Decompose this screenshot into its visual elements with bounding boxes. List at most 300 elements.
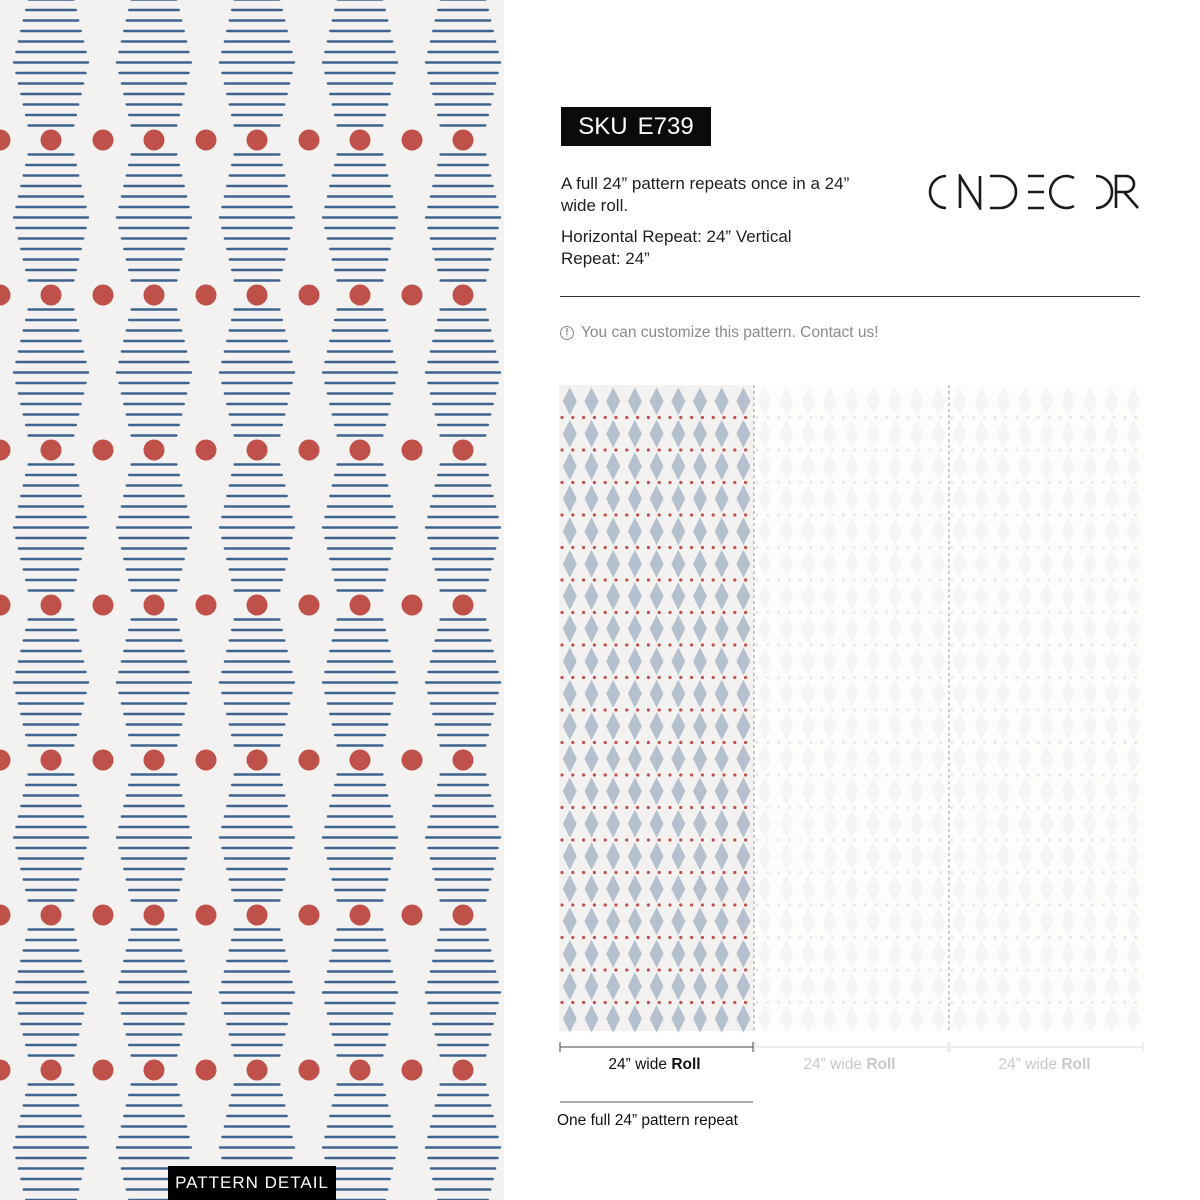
roll-dot	[788, 968, 791, 971]
roll-dot	[799, 741, 802, 744]
roll-dot	[593, 416, 596, 419]
roll-dot	[755, 481, 758, 484]
pattern-dot	[93, 1060, 114, 1081]
customize-notice[interactable]	[560, 324, 879, 342]
roll-dot	[842, 708, 845, 711]
roll-dot	[722, 546, 725, 549]
roll-dot	[636, 578, 639, 581]
roll-dot	[928, 513, 931, 516]
roll-dot	[1080, 903, 1083, 906]
roll-dot	[766, 643, 769, 646]
roll-dot	[1026, 838, 1029, 841]
roll-dot	[1091, 513, 1094, 516]
roll-dot	[1069, 806, 1072, 809]
roll-dot	[766, 806, 769, 809]
roll-dot	[972, 708, 975, 711]
roll-dot	[722, 643, 725, 646]
roll-dot	[668, 773, 671, 776]
roll-dot	[733, 546, 736, 549]
roll-dot	[809, 741, 812, 744]
roll-dot	[777, 676, 780, 679]
roll-dot	[604, 611, 607, 614]
roll-dot	[842, 546, 845, 549]
roll-dot	[582, 741, 585, 744]
roll-dot	[874, 676, 877, 679]
roll-dot	[1058, 546, 1061, 549]
roll-dot	[582, 838, 585, 841]
roll-dot	[1015, 741, 1018, 744]
roll-dot	[961, 871, 964, 874]
roll-dot	[1091, 968, 1094, 971]
roll-dot	[1134, 968, 1137, 971]
roll-dot	[972, 741, 975, 744]
roll-dot	[712, 513, 715, 516]
roll-dot	[961, 513, 964, 516]
roll-dot	[1080, 1001, 1083, 1004]
roll-dot	[874, 513, 877, 516]
roll-dot	[831, 448, 834, 451]
roll-dot	[799, 838, 802, 841]
roll-dot	[961, 903, 964, 906]
roll-dot	[907, 773, 910, 776]
roll-dot	[571, 416, 574, 419]
roll-dot	[1134, 1001, 1137, 1004]
roll-dot	[636, 903, 639, 906]
roll-dot	[863, 611, 866, 614]
roll-dot	[917, 936, 920, 939]
roll-dot	[809, 936, 812, 939]
roll-dot	[701, 416, 704, 419]
roll-dot	[1123, 773, 1126, 776]
roll-dot	[950, 643, 953, 646]
roll-dot	[1123, 643, 1126, 646]
roll-dot	[994, 806, 997, 809]
pattern-dot	[402, 750, 423, 771]
roll-dot	[1123, 513, 1126, 516]
roll-dot	[950, 481, 953, 484]
pattern-dot	[0, 440, 11, 461]
roll-dot	[1058, 806, 1061, 809]
roll-dot	[853, 448, 856, 451]
roll-dot	[885, 546, 888, 549]
roll-dot	[777, 513, 780, 516]
roll-dot	[972, 936, 975, 939]
roll-dot	[777, 936, 780, 939]
roll-dot	[636, 773, 639, 776]
roll-dot	[928, 773, 931, 776]
roll-dot	[744, 546, 747, 549]
roll-dot	[647, 448, 650, 451]
roll-dot	[863, 838, 866, 841]
roll-dot	[777, 773, 780, 776]
roll-dot	[907, 513, 910, 516]
roll-dot	[1015, 578, 1018, 581]
roll-dot	[1048, 676, 1051, 679]
roll-dot	[961, 481, 964, 484]
roll-dot	[842, 936, 845, 939]
roll-dot	[1091, 643, 1094, 646]
roll-dot	[1102, 676, 1105, 679]
roll-dot	[1004, 676, 1007, 679]
roll-dot	[755, 708, 758, 711]
section-divider	[560, 296, 1140, 297]
pattern-dot	[144, 285, 165, 306]
roll-dot	[972, 546, 975, 549]
roll-dot	[853, 708, 856, 711]
roll-dot	[636, 481, 639, 484]
roll-dot	[1080, 806, 1083, 809]
roll-dot	[928, 481, 931, 484]
roll-dot	[907, 871, 910, 874]
roll-dot	[939, 416, 942, 419]
roll-dot	[1134, 741, 1137, 744]
roll-dot	[733, 611, 736, 614]
sku-badge	[561, 107, 711, 146]
roll-dot	[701, 708, 704, 711]
roll-dot	[853, 838, 856, 841]
roll-dot	[1058, 643, 1061, 646]
roll-dot	[744, 773, 747, 776]
roll-dot	[983, 773, 986, 776]
repeat-dimensions: Horizontal Repeat: 24” Vertical Repeat: 24”	[561, 227, 792, 268]
pattern-dot	[247, 750, 268, 771]
roll-dot	[1037, 448, 1040, 451]
roll-dot	[1026, 611, 1029, 614]
roll-dot	[1080, 676, 1083, 679]
roll-dot	[593, 903, 596, 906]
roll-dot	[1058, 903, 1061, 906]
roll-dot	[777, 741, 780, 744]
roll-dot	[1004, 806, 1007, 809]
roll-dot	[604, 578, 607, 581]
roll-dot	[1015, 903, 1018, 906]
roll-dot	[560, 773, 563, 776]
roll-dot	[1123, 936, 1126, 939]
pattern-dot	[196, 440, 217, 461]
roll-dot	[842, 1001, 845, 1004]
roll-dot	[1091, 481, 1094, 484]
roll-dot	[571, 968, 574, 971]
roll-dot	[1004, 838, 1007, 841]
roll-dot	[647, 741, 650, 744]
roll-dot	[766, 611, 769, 614]
pattern-dot	[402, 285, 423, 306]
roll-dot	[1112, 871, 1115, 874]
roll-dot	[896, 708, 899, 711]
roll-dot	[1069, 611, 1072, 614]
roll-dot	[983, 416, 986, 419]
roll-dot	[701, 676, 704, 679]
roll-dot	[722, 903, 725, 906]
roll-dot	[604, 546, 607, 549]
roll-dot	[809, 1001, 812, 1004]
roll-dot	[939, 481, 942, 484]
roll-dot	[1123, 578, 1126, 581]
roll-dot	[668, 741, 671, 744]
roll-dot	[1037, 643, 1040, 646]
roll-dot	[961, 611, 964, 614]
roll-dot	[1134, 773, 1137, 776]
roll-dot	[1037, 936, 1040, 939]
roll-dot	[712, 643, 715, 646]
roll-dot	[885, 611, 888, 614]
roll-dot	[874, 708, 877, 711]
roll-dot	[820, 936, 823, 939]
roll-dot	[593, 481, 596, 484]
roll-dot	[1037, 546, 1040, 549]
roll-dot	[1080, 416, 1083, 419]
roll-dot	[777, 546, 780, 549]
roll-dot	[917, 611, 920, 614]
roll-dot	[614, 806, 617, 809]
roll-dot	[1037, 708, 1040, 711]
roll-dot	[820, 903, 823, 906]
roll-dot	[928, 676, 931, 679]
roll-dot	[712, 448, 715, 451]
roll-dot	[560, 936, 563, 939]
roll-dot	[733, 903, 736, 906]
roll-dot	[744, 611, 747, 614]
roll-dot	[1091, 546, 1094, 549]
roll-dot	[679, 448, 682, 451]
roll-dot	[939, 1001, 942, 1004]
pattern-dot	[41, 285, 62, 306]
roll-dot	[679, 513, 682, 516]
roll-dot	[874, 546, 877, 549]
roll-dot	[755, 448, 758, 451]
pattern-dot	[402, 130, 423, 151]
roll-dot	[1102, 903, 1105, 906]
roll-dot	[712, 871, 715, 874]
roll-dot	[1102, 741, 1105, 744]
roll-dot	[831, 936, 834, 939]
roll-dot	[820, 838, 823, 841]
roll-dot	[896, 936, 899, 939]
roll-dot	[647, 936, 650, 939]
roll-dot	[939, 546, 942, 549]
roll-dot	[647, 968, 650, 971]
roll-dot	[809, 513, 812, 516]
roll-dot	[712, 676, 715, 679]
roll-dot	[744, 578, 747, 581]
roll-dot	[1112, 578, 1115, 581]
roll-dot	[604, 936, 607, 939]
roll-dot	[983, 936, 986, 939]
roll-dot	[1091, 903, 1094, 906]
roll-dot	[788, 838, 791, 841]
roll-dot	[896, 773, 899, 776]
roll-dot	[1058, 513, 1061, 516]
roll-dot	[755, 903, 758, 906]
roll-dot	[582, 546, 585, 549]
roll-dot	[1026, 513, 1029, 516]
roll-dot	[701, 968, 704, 971]
roll-dot	[712, 416, 715, 419]
roll-dot	[1091, 708, 1094, 711]
roll-dot	[994, 838, 997, 841]
roll-dot	[917, 741, 920, 744]
roll-dot	[604, 806, 607, 809]
roll-dot	[874, 871, 877, 874]
roll-dot	[831, 838, 834, 841]
roll-dot	[1123, 448, 1126, 451]
roll-dot	[744, 513, 747, 516]
roll-dot	[766, 871, 769, 874]
roll-dot	[701, 578, 704, 581]
roll-dot	[961, 546, 964, 549]
roll-dot	[874, 611, 877, 614]
roll-dot	[1112, 611, 1115, 614]
roll-dot	[950, 741, 953, 744]
roll-dot	[636, 546, 639, 549]
roll-dot	[885, 1001, 888, 1004]
roll-dot	[1123, 903, 1126, 906]
roll-dot	[658, 578, 661, 581]
roll-dot	[722, 741, 725, 744]
roll-dot	[799, 773, 802, 776]
roll-dot	[1112, 643, 1115, 646]
roll-dot	[994, 481, 997, 484]
roll-dot	[896, 1001, 899, 1004]
roll-dot	[744, 838, 747, 841]
roll-dot	[885, 578, 888, 581]
roll-dot	[1069, 708, 1072, 711]
roll-dot	[1123, 741, 1126, 744]
roll-dot	[1080, 448, 1083, 451]
roll-dot	[658, 806, 661, 809]
roll-dot	[1091, 806, 1094, 809]
pattern-dot	[196, 595, 217, 616]
roll-dot	[896, 838, 899, 841]
roll-dot	[658, 481, 661, 484]
roll-dot	[1004, 1001, 1007, 1004]
pattern-repeat-label: One full 24” pattern repeat	[557, 1112, 738, 1129]
roll-dot	[636, 968, 639, 971]
roll-caption-1: 24” wide Roll	[608, 1056, 701, 1073]
roll-dot	[679, 643, 682, 646]
roll-dot	[799, 513, 802, 516]
roll-dot	[679, 871, 682, 874]
roll-dot	[604, 773, 607, 776]
roll-dot	[961, 968, 964, 971]
roll-dot	[690, 838, 693, 841]
roll-dot	[1123, 968, 1126, 971]
roll-dot	[788, 806, 791, 809]
roll-dot	[625, 838, 628, 841]
pattern-dot	[0, 1060, 11, 1081]
roll-dot	[799, 1001, 802, 1004]
roll-dot	[1015, 871, 1018, 874]
roll-dot	[885, 741, 888, 744]
roll-dot	[593, 838, 596, 841]
roll-dot	[950, 611, 953, 614]
roll-dot	[777, 611, 780, 614]
roll-dot	[928, 546, 931, 549]
roll-dot	[863, 871, 866, 874]
pattern-dot	[41, 130, 62, 151]
roll-dot	[604, 676, 607, 679]
roll-dot	[593, 806, 596, 809]
roll-dot	[994, 968, 997, 971]
roll-dot	[1015, 968, 1018, 971]
roll-dot	[961, 936, 964, 939]
roll-dot	[722, 416, 725, 419]
roll-dot	[907, 578, 910, 581]
roll-dot	[1102, 1001, 1105, 1004]
roll-dot	[874, 741, 877, 744]
roll-dot	[1069, 968, 1072, 971]
roll-dot	[863, 481, 866, 484]
roll-dot	[863, 773, 866, 776]
roll-dot	[625, 611, 628, 614]
pattern-dot	[402, 905, 423, 926]
roll-dot	[917, 773, 920, 776]
roll-dot	[994, 643, 997, 646]
roll-dot	[1004, 936, 1007, 939]
pattern-dot	[41, 1060, 62, 1081]
pattern-dot	[350, 285, 371, 306]
roll-dot	[1004, 513, 1007, 516]
roll-dot	[668, 708, 671, 711]
roll-dot	[690, 871, 693, 874]
roll-dot	[831, 968, 834, 971]
roll-dot	[863, 1001, 866, 1004]
roll-dot	[928, 578, 931, 581]
roll-dot	[701, 481, 704, 484]
roll-dot	[972, 806, 975, 809]
pattern-dot	[93, 905, 114, 926]
roll-dot	[777, 578, 780, 581]
roll-dot	[1015, 416, 1018, 419]
roll-dot	[809, 578, 812, 581]
roll-dot	[1080, 513, 1083, 516]
roll-dot	[722, 838, 725, 841]
roll-dot	[907, 936, 910, 939]
roll-dot	[1058, 838, 1061, 841]
pattern-repeat-description: A full 24” pattern repeats once in a 24” wide roll.	[561, 174, 850, 215]
roll-dot	[690, 806, 693, 809]
roll-dot	[907, 838, 910, 841]
pattern-dot	[196, 130, 217, 151]
roll-dot	[863, 903, 866, 906]
roll-dot	[809, 871, 812, 874]
pattern-dot	[196, 285, 217, 306]
roll-dot	[614, 513, 617, 516]
roll-panel-2	[754, 385, 949, 1033]
roll-dot	[1134, 481, 1137, 484]
pattern-dot	[247, 285, 268, 306]
roll-dot	[917, 676, 920, 679]
roll-dot	[842, 416, 845, 419]
pattern-dot	[350, 130, 371, 151]
roll-dot	[1069, 871, 1072, 874]
roll-dot	[571, 546, 574, 549]
roll-dot	[885, 903, 888, 906]
roll-dot	[1102, 416, 1105, 419]
roll-dot	[560, 481, 563, 484]
roll-dot	[907, 741, 910, 744]
roll-dot	[885, 513, 888, 516]
roll-dot	[1015, 448, 1018, 451]
roll-dot	[950, 708, 953, 711]
roll-dot	[701, 643, 704, 646]
roll-dot	[701, 513, 704, 516]
pattern-dot	[350, 750, 371, 771]
roll-dot	[777, 1001, 780, 1004]
pattern-dot	[402, 1060, 423, 1081]
roll-dot	[582, 936, 585, 939]
roll-dot	[1134, 513, 1137, 516]
